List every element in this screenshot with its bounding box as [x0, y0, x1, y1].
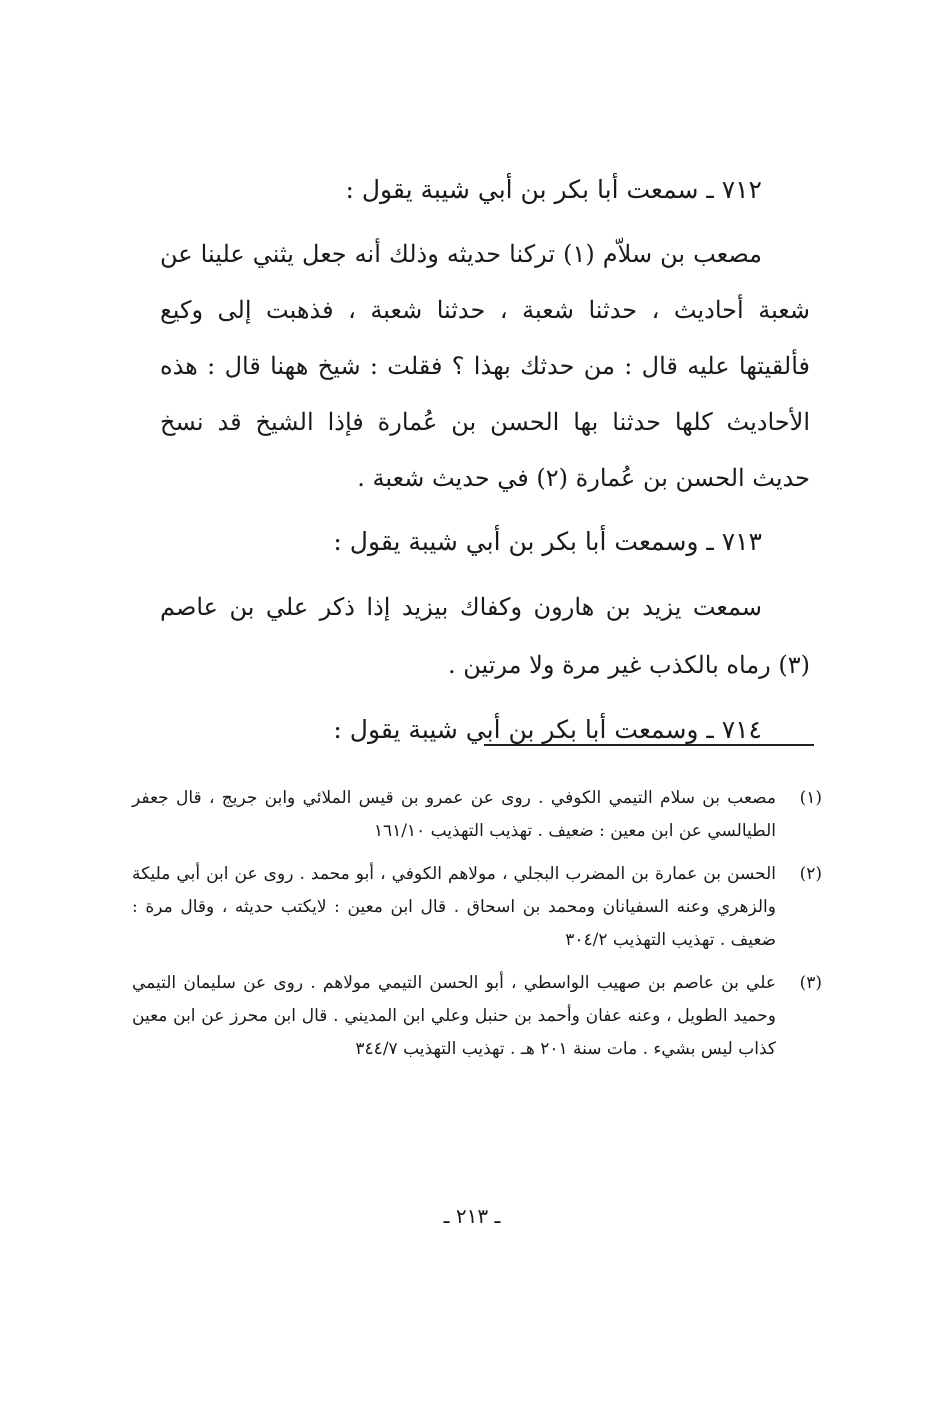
footnote-number: (١) [799, 788, 822, 808]
footnote-number: (٣) [799, 973, 822, 993]
footnote-3 [132, 967, 822, 1066]
footnote-2 [132, 858, 822, 957]
entry-714-heading: ٧١٤ ـ وسمعت أبا بكر بن أبي شيبة يقول : [333, 715, 762, 744]
footnote-number: (٢) [799, 864, 822, 884]
footnotes [132, 782, 822, 1076]
entry-713-heading: ٧١٣ ـ وسمعت أبا بكر بن أبي شيبة يقول : [333, 527, 762, 556]
page-number: ـ ٢١٣ ـ [443, 1204, 501, 1228]
footnote-text: مصعب بن سلام التيمي الكوفي . روى عن عمرو بن قيس الملائي وابن جريج ، قال جعفر الطيالسي عن ابن معين : ضعيف . تهذيب التهذيب ١٦١/١٠ [132, 788, 776, 841]
footnote-separator [484, 744, 814, 746]
entry-712-heading: ٧١٢ ـ سمعت أبا بكر بن أبي شيبة يقول : [345, 175, 762, 204]
main-text [160, 168, 810, 766]
footnote-text: الحسن بن عمارة بن المضرب البجلي ، مولاهم الكوفي ، أبو محمد . روى عن ابن أبي مليكة والزهري وعنه السفيانان ومحمد بن اسحاق . قال ابن معين : لايكتب حديثه ، وقال مرة : ضعيف . تهذيب التهذيب ٣٠٤/٢ [132, 864, 776, 950]
entry-713-body: سمعت يزيد بن هارون وكفاك بيزيد إذا ذكر علي بن عاصم (٣) رماه بالكذب غير مرة ولا مرتين . [160, 593, 810, 679]
footnote-text: علي بن عاصم بن صهيب الواسطي ، أبو الحسن التيمي مولاهم . روى عن سليمان التيمي وحميد الطويل ، وعنه عفان وأحمد بن حنبل وعلي ابن المديني . قال ابن محرز عن ابن معين كذاب ليس بشيء . مات سنة ٢٠١ هـ . تهذيب التهذيب ٣٤٤/٧ [132, 973, 776, 1059]
entry-712-body: مصعب بن سلاّم (١) تركنا حديثه وذلك أنه جعل يثني علينا عن شعبة أحاديث ، حدثنا شعبة ، حدثنا شعبة ، فذهبت إلى وكيع فألقيتها عليه قال : من حدثك بهذا ؟ فقلت : شيخ ههنا قال : هذه الأحاديث كلها حدثنا بها الحسن بن عُمارة فإذا الشيخ قد نسخ حديث الحسن بن عُمارة (٢) في حديث شعبة . [160, 240, 810, 492]
footnote-1 [132, 782, 822, 848]
